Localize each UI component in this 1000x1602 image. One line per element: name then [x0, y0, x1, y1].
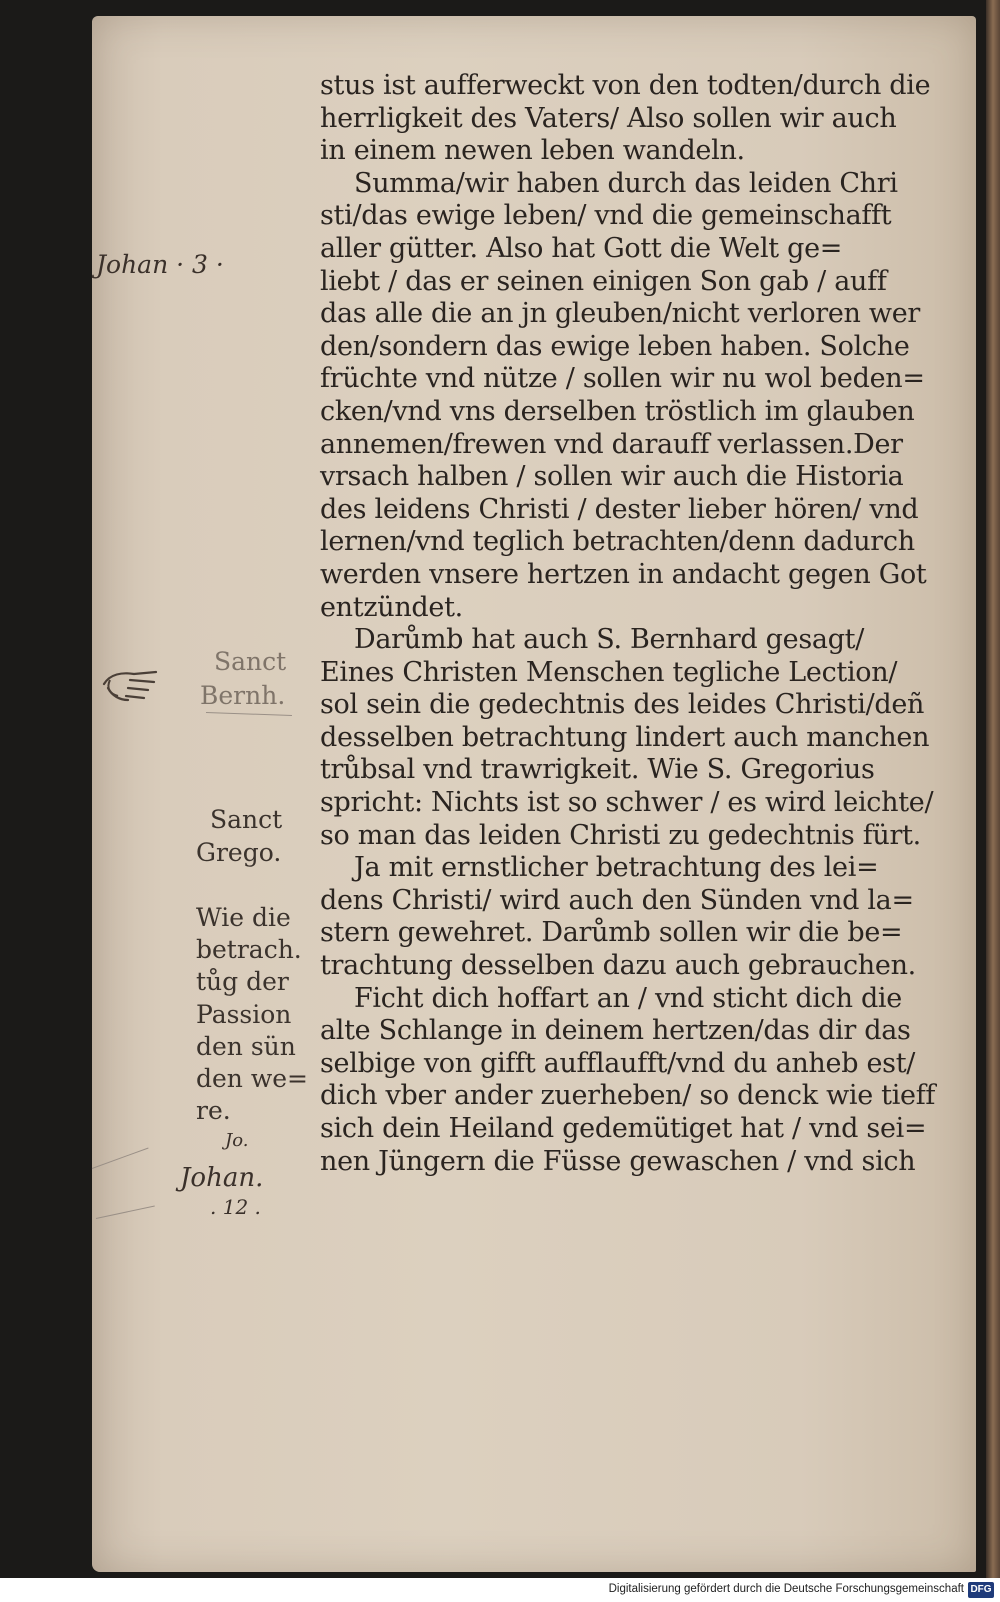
- text-line: dens Christi/ wird auch den Sünden vnd la=: [320, 884, 914, 916]
- handwritten-note: . 12 .: [210, 1195, 261, 1219]
- text-line: annemen/frewen vnd darauff verlassen.Der: [320, 428, 903, 460]
- marginal-note: den sün: [196, 1032, 296, 1061]
- text-line: entzündet.: [320, 591, 463, 623]
- text-line: Eines Christen Menschen tegliche Lection/: [320, 656, 898, 688]
- text-line: Ja mit ernstlicher betrachtung des lei=: [354, 852, 879, 884]
- text-line: trůbsal vnd trawrigkeit. Wie S. Gregorius: [320, 754, 875, 786]
- main-text: [320, 70, 950, 1178]
- text-line: das alle die an jn gleuben/nicht verloren wer: [320, 298, 921, 330]
- text-line: Summa/wir haben durch das leiden Chri: [354, 167, 898, 199]
- text-line: Ficht dich hoffart an / vnd sticht dich die: [354, 982, 902, 1014]
- footer-bar: [0, 1581, 1000, 1602]
- marginal-note: Sanct: [210, 805, 283, 834]
- marginal-note: tůg der: [196, 967, 289, 996]
- text-line: lernen/vnd teglich betrachten/denn dadurch: [320, 526, 915, 558]
- text-line: trachtung desselben dazu auch gebrauchen.: [320, 950, 916, 982]
- text-line: stern gewehret. Darůmb sollen wir die be=: [320, 917, 903, 949]
- text-line: Darůmb hat auch S. Bernhard gesagt/: [354, 624, 865, 656]
- marginal-note: den we=: [196, 1064, 308, 1093]
- handwritten-note: Johan · 3 ·: [96, 250, 224, 279]
- text-line: spricht: Nichts ist so schwer / es wird leichte/: [320, 787, 934, 819]
- book-edge: [986, 0, 1000, 1578]
- text-line: cken/vnd vns derselben tröstlich im glauben: [320, 395, 915, 427]
- text-line: stus ist aufferweckt von den todten/durch die: [320, 70, 931, 101]
- text-line: des leidens Christi / dester lieber hören/ vnd: [320, 493, 919, 525]
- text-line: desselben betrachtung lindert auch manchen: [320, 721, 930, 753]
- text-line: dich vber ander zuerheben/ so denck wie tieff: [320, 1080, 936, 1112]
- handwritten-note: Jo.: [225, 1130, 249, 1151]
- text-line: in einem newen leben wandeln.: [320, 135, 745, 167]
- text-line: liebt / das er seinen einigen Son gab / auff: [320, 265, 887, 297]
- dfg-logo: DFG: [968, 1582, 994, 1598]
- manicule-icon: [100, 660, 162, 708]
- marginal-note: Grego.: [196, 838, 282, 867]
- text-line: alte Schlange in deinem hertzen/das dir das: [320, 1015, 911, 1047]
- text-line: sich dein Heiland gedemütiget hat / vnd sei=: [320, 1113, 927, 1144]
- marginal-note: Wie die: [196, 903, 291, 932]
- marginal-note: Bernh.: [200, 681, 286, 710]
- handwritten-note: Johan.: [180, 1163, 264, 1193]
- text-line: herrligkeit des Vaters/ Also sollen wir auch: [320, 102, 897, 134]
- footer-credit: Digitalisierung gefördert durch die Deutsche Forschungsgemeinschaft: [608, 1583, 964, 1595]
- marginal-note: re.: [196, 1096, 231, 1125]
- text-line: aller gütter. Also hat Gott die Welt ge=: [320, 232, 843, 264]
- text-line: vrsach halben / sollen wir auch die Historia: [320, 461, 904, 493]
- marginal-note: betrach.: [196, 935, 302, 964]
- text-line: nen Jüngern die Füsse gewaschen / vnd sich: [320, 1145, 916, 1177]
- text-line: sol sein die gedechtnis des leides Christi/deñ: [320, 689, 925, 721]
- text-line: selbige von gifft aufflaufft/vnd du anheb est/: [320, 1047, 916, 1079]
- text-line: werden vnsere hertzen in andacht gegen Got: [320, 558, 927, 590]
- text-line: den/sondern das ewige leben haben. Solche: [320, 330, 910, 362]
- text-line: sti/das ewige leben/ vnd die gemeinschafft: [320, 200, 892, 232]
- marginal-note: Sanct: [214, 647, 287, 676]
- text-line: so man das leiden Christi zu gedechtnis fürt.: [320, 819, 921, 851]
- marginal-note: Passion: [196, 1000, 292, 1029]
- text-line: früchte vnd nütze / sollen wir nu wol beden=: [320, 363, 925, 395]
